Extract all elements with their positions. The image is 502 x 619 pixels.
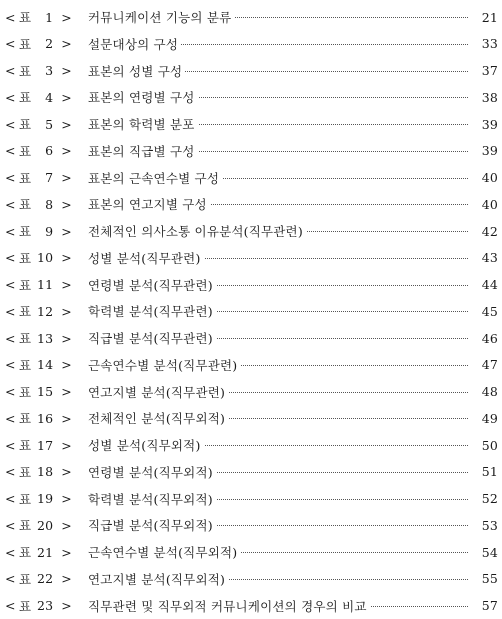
table-label	[5, 570, 91, 588]
table-number: 18	[36, 464, 54, 480]
entry-title: 연고지별 분석(직무관련)	[88, 383, 228, 401]
table-label	[5, 142, 91, 160]
left-angle-bracket: <	[5, 357, 16, 373]
table-word: 표	[19, 90, 32, 106]
right-angle-bracket: >	[61, 116, 72, 132]
entry-title: 설문대상의 구성	[88, 35, 181, 53]
page-number: 55	[472, 571, 498, 586]
left-angle-bracket: <	[5, 63, 16, 78]
table-word: 표	[19, 10, 32, 25]
right-angle-bracket: >	[61, 571, 72, 587]
table-label	[5, 302, 91, 320]
toc-entry[interactable]	[0, 539, 502, 565]
table-label	[5, 195, 91, 213]
right-angle-bracket: >	[61, 170, 72, 185]
toc-entry[interactable]	[0, 191, 502, 217]
table-word: 표	[19, 331, 32, 346]
table-number: 17	[36, 437, 54, 453]
right-angle-bracket: >	[61, 517, 72, 533]
table-number: 14	[36, 357, 54, 373]
page-number: 42	[472, 224, 498, 239]
table-word: 표	[19, 63, 32, 79]
right-angle-bracket: >	[61, 277, 72, 292]
table-label	[5, 597, 91, 615]
right-angle-bracket: >	[61, 384, 72, 399]
left-angle-bracket: <	[5, 143, 16, 159]
table-number: 7	[45, 170, 54, 185]
toc-entry[interactable]	[0, 325, 502, 351]
table-number: 5	[45, 116, 54, 132]
entry-title: 표본의 연령별 구성	[88, 88, 198, 106]
toc-entry[interactable]	[0, 58, 502, 84]
table-label	[5, 436, 91, 454]
page-number: 46	[472, 331, 498, 346]
table-label	[5, 88, 91, 106]
table-word: 표	[19, 491, 32, 507]
page-number: 40	[472, 170, 498, 185]
toc-entry[interactable]	[0, 4, 502, 30]
table-label	[5, 8, 91, 26]
page-number: 47	[472, 357, 498, 372]
table-number: 12	[36, 303, 54, 319]
entry-title: 연령별 분석(직무외적)	[88, 463, 216, 481]
table-label	[5, 356, 91, 374]
page-number: 54	[472, 545, 498, 560]
toc-entry[interactable]	[0, 84, 502, 110]
table-word: 표	[19, 277, 32, 293]
table-word: 표	[19, 197, 32, 213]
right-angle-bracket: >	[61, 544, 72, 560]
table-number: 19	[36, 491, 54, 506]
table-label	[5, 276, 91, 294]
entry-title: 직급별 분석(직무외적)	[88, 516, 216, 534]
right-angle-bracket: >	[61, 89, 72, 105]
left-angle-bracket: <	[5, 277, 16, 292]
toc-entry[interactable]	[0, 245, 502, 271]
table-word: 표	[19, 384, 32, 400]
entry-title: 커뮤니케이션 기능의 분류	[88, 8, 234, 26]
entry-title: 전체적인 분석(직무외적)	[88, 409, 228, 427]
table-label	[5, 463, 91, 481]
left-angle-bracket: <	[5, 517, 16, 533]
page-number: 53	[472, 518, 498, 533]
table-number: 22	[36, 571, 54, 587]
entry-title: 표본의 직급별 구성	[88, 142, 198, 160]
table-number: 8	[45, 196, 54, 212]
page-number: 49	[472, 411, 498, 426]
left-angle-bracket: <	[5, 36, 16, 52]
table-number: 3	[45, 63, 54, 78]
right-angle-bracket: >	[61, 250, 72, 266]
table-label	[5, 490, 91, 508]
right-angle-bracket: >	[61, 598, 72, 613]
table-word: 표	[19, 143, 32, 159]
entry-title: 학력별 분석(직무외적)	[88, 490, 216, 508]
page-number: 33	[472, 36, 498, 51]
table-number: 1	[45, 9, 54, 25]
toc-entry[interactable]	[0, 459, 502, 485]
entry-title: 연고지별 분석(직무외적)	[88, 570, 228, 588]
entry-title: 표본의 근속연수별 구성	[88, 169, 222, 187]
left-angle-bracket: <	[5, 437, 16, 453]
entry-title: 직급별 분석(직무관련)	[88, 329, 216, 347]
toc-entry[interactable]	[0, 379, 502, 405]
right-angle-bracket: >	[61, 410, 72, 426]
table-word: 표	[19, 117, 32, 132]
table-word: 표	[19, 411, 32, 427]
toc-entry[interactable]	[0, 31, 502, 57]
table-word: 표	[19, 170, 32, 186]
toc-entry[interactable]	[0, 593, 502, 619]
entry-title: 표본의 연고지별 구성	[88, 195, 210, 213]
table-word: 표	[19, 598, 32, 614]
entry-title: 성별 분석(직무외적)	[88, 436, 204, 454]
right-angle-bracket: >	[61, 143, 72, 159]
toc-entry[interactable]	[0, 111, 502, 137]
left-angle-bracket: <	[5, 464, 16, 480]
table-number: 13	[36, 330, 54, 346]
table-label	[5, 169, 91, 187]
toc-entry[interactable]	[0, 566, 502, 592]
table-number: 23	[36, 598, 54, 613]
table-label	[5, 249, 91, 267]
page-number: 44	[472, 277, 498, 292]
right-angle-bracket: >	[61, 303, 72, 319]
toc-entry[interactable]	[0, 486, 502, 512]
entry-title: 성별 분석(직무관련)	[88, 249, 204, 267]
left-angle-bracket: <	[5, 491, 16, 506]
table-label	[5, 383, 91, 401]
right-angle-bracket: >	[61, 36, 72, 52]
page-number: 38	[472, 90, 498, 105]
page-number: 39	[472, 117, 498, 132]
left-angle-bracket: <	[5, 196, 16, 212]
left-angle-bracket: <	[5, 9, 16, 25]
table-label	[5, 62, 91, 80]
left-angle-bracket: <	[5, 544, 16, 560]
left-angle-bracket: <	[5, 223, 16, 239]
right-angle-bracket: >	[61, 196, 72, 212]
table-number: 20	[36, 517, 54, 533]
toc-entry[interactable]	[0, 272, 502, 298]
right-angle-bracket: >	[61, 357, 72, 373]
left-angle-bracket: <	[5, 89, 16, 105]
table-number: 11	[36, 277, 54, 292]
left-angle-bracket: <	[5, 330, 16, 346]
page-number: 52	[472, 491, 498, 506]
table-label	[5, 115, 91, 133]
entry-title: 직무관련 및 직무외적 커뮤니케이션의 경우의 비교	[88, 597, 370, 615]
table-word: 표	[19, 224, 32, 239]
left-angle-bracket: <	[5, 410, 16, 426]
right-angle-bracket: >	[61, 437, 72, 453]
right-angle-bracket: >	[61, 464, 72, 480]
entry-title: 근속연수별 분석(직무관련)	[88, 356, 240, 374]
entry-title: 연령별 분석(직무관련)	[88, 276, 216, 294]
page-number: 50	[472, 438, 498, 453]
toc-entry[interactable]	[0, 432, 502, 458]
table-label	[5, 329, 91, 347]
table-word: 표	[19, 545, 32, 560]
table-label	[5, 222, 91, 240]
toc-entry[interactable]	[0, 165, 502, 191]
page-number: 48	[472, 384, 498, 399]
table-label	[5, 35, 91, 53]
table-number: 4	[45, 89, 54, 105]
left-angle-bracket: <	[5, 170, 16, 185]
left-angle-bracket: <	[5, 598, 16, 613]
page-number: 39	[472, 143, 498, 158]
table-number: 6	[45, 143, 54, 159]
left-angle-bracket: <	[5, 571, 16, 587]
left-angle-bracket: <	[5, 384, 16, 399]
entry-title: 표본의 학력별 분포	[88, 115, 198, 133]
right-angle-bracket: >	[61, 9, 72, 25]
right-angle-bracket: >	[61, 223, 72, 239]
table-number: 10	[36, 250, 54, 266]
table-number: 21	[36, 544, 54, 560]
table-word: 표	[19, 36, 32, 52]
table-word: 표	[19, 304, 32, 320]
table-label	[5, 543, 91, 561]
entry-title: 전체적인 의사소통 이유분석(직무관련)	[88, 222, 306, 240]
table-number: 9	[45, 223, 54, 239]
page-number: 37	[472, 63, 498, 78]
page-number: 21	[472, 10, 498, 25]
page-number: 40	[472, 197, 498, 212]
table-word: 표	[19, 357, 32, 373]
page-number: 43	[472, 250, 498, 265]
left-angle-bracket: <	[5, 250, 16, 266]
right-angle-bracket: >	[61, 330, 72, 346]
table-word: 표	[19, 464, 32, 480]
toc-entry[interactable]	[0, 138, 502, 164]
table-word: 표	[19, 518, 32, 534]
page-number: 45	[472, 304, 498, 319]
entry-title: 근속연수별 분석(직무외적)	[88, 543, 240, 561]
table-word: 표	[19, 438, 32, 453]
table-label	[5, 409, 91, 427]
table-number: 2	[45, 36, 54, 52]
table-word: 표	[19, 571, 32, 587]
toc-entry[interactable]	[0, 405, 502, 431]
left-angle-bracket: <	[5, 116, 16, 132]
right-angle-bracket: >	[61, 63, 72, 78]
toc-entry[interactable]	[0, 512, 502, 538]
toc-entry[interactable]	[0, 298, 502, 324]
entry-title: 학력별 분석(직무관련)	[88, 302, 216, 320]
right-angle-bracket: >	[61, 491, 72, 506]
page-number: 57	[472, 598, 498, 613]
table-word: 표	[19, 250, 32, 266]
entry-title: 표본의 성별 구성	[88, 62, 185, 80]
page-number: 51	[472, 464, 498, 479]
table-label	[5, 516, 91, 534]
left-angle-bracket: <	[5, 303, 16, 319]
toc-entry[interactable]	[0, 352, 502, 378]
table-number: 15	[36, 384, 54, 399]
table-number: 16	[36, 410, 54, 426]
toc-entry[interactable]	[0, 218, 502, 244]
